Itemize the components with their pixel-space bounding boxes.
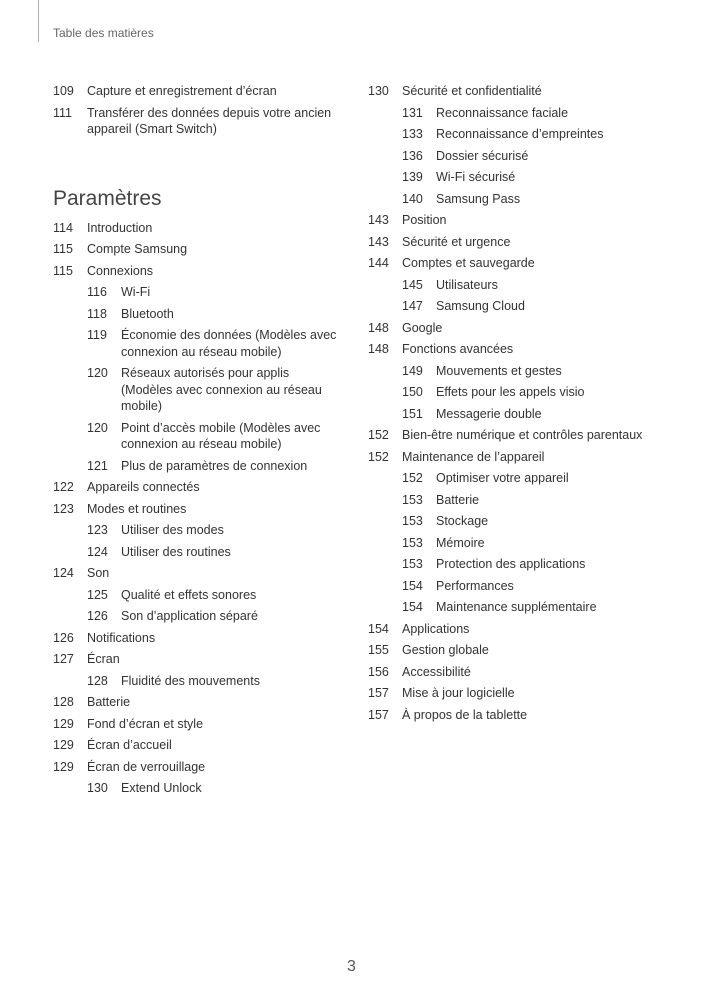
toc-entry-title: Utiliser des routines (121, 544, 231, 559)
toc-entry-page-number: 120 (87, 420, 108, 435)
toc-entry-page-number: 129 (53, 738, 74, 752)
toc-entry-title: À propos de la tablette (402, 707, 528, 722)
toc-subentry[interactable] (53, 363, 343, 418)
toc-entry-page-number: 147 (402, 299, 423, 313)
toc-entry-title: Utiliser des modes (121, 523, 224, 537)
toc-entry-page-number: 130 (87, 781, 108, 795)
toc-subentry[interactable] (53, 520, 343, 542)
toc-entry-page-number: 152 (368, 428, 389, 442)
toc-entry-page-number: 124 (87, 544, 108, 559)
toc-entry-page-number: 120 (87, 366, 108, 380)
toc-entry-page-number: 136 (402, 148, 423, 163)
toc-entry-title: Wi-Fi (121, 285, 151, 299)
toc-entry-title: Position (402, 213, 447, 227)
toc-entry[interactable] (53, 477, 343, 499)
toc-entry[interactable] (368, 232, 678, 254)
toc-subentry[interactable] (368, 275, 678, 297)
toc-entry-page-number: 154 (368, 621, 389, 636)
toc-subentry[interactable] (53, 304, 343, 326)
toc-entry-page-number: 153 (402, 492, 423, 507)
toc-subentry[interactable] (368, 361, 678, 383)
toc-right-column (368, 81, 678, 726)
toc-entry-title: Messagerie double (436, 406, 542, 421)
toc-subentry[interactable] (53, 542, 343, 564)
toc-subentry[interactable] (368, 103, 678, 125)
toc-subentry[interactable] (53, 671, 343, 693)
toc-subentry[interactable] (53, 418, 343, 456)
toc-entry-page-number: 153 (402, 557, 423, 571)
toc-entry-page-number: 126 (53, 630, 74, 645)
section-heading-parametres: Paramètres (53, 186, 162, 210)
toc-entry-title: Stockage (436, 514, 489, 528)
toc-entry[interactable] (368, 81, 678, 103)
toc-subentry[interactable] (368, 189, 678, 211)
toc-entry-page-number: 133 (402, 127, 423, 141)
toc-entry-page-number: 140 (402, 191, 423, 206)
toc-entry-page-number: 153 (402, 514, 423, 528)
toc-entry-page-number: 122 (53, 480, 74, 494)
toc-entry-page-number: 126 (87, 609, 108, 623)
toc-entry-title: Appareils connectés (87, 480, 200, 494)
toc-entry-title: Reconnaissance d’empreintes (436, 127, 604, 141)
toc-subentry[interactable] (368, 533, 678, 555)
toc-left-list (53, 218, 343, 800)
toc-entry-title: Écran d’accueil (87, 738, 172, 752)
toc-entry-title: Samsung Pass (436, 191, 521, 206)
toc-entry[interactable] (368, 339, 678, 361)
toc-entry[interactable] (53, 239, 343, 261)
toc-subentry[interactable] (368, 296, 678, 318)
toc-entry-title: Connexions (87, 263, 154, 278)
toc-entry-title: Google (402, 320, 443, 335)
toc-subentry[interactable] (368, 404, 678, 426)
toc-entry[interactable] (53, 563, 343, 585)
toc-entry-page-number: 156 (368, 664, 389, 679)
toc-subentry[interactable] (368, 597, 678, 619)
toc-entry[interactable] (53, 757, 343, 779)
toc-entry-page-number: 128 (87, 673, 108, 688)
toc-subentry[interactable] (368, 511, 678, 533)
toc-subentry[interactable] (368, 382, 678, 404)
toc-entry-page-number: 123 (53, 501, 74, 516)
toc-entry-page-number: 152 (402, 471, 423, 485)
toc-entry-page-number: 130 (368, 84, 389, 98)
toc-entry-title: Batterie (436, 492, 480, 507)
toc-entry-page-number: 144 (368, 256, 389, 270)
toc-entry[interactable] (368, 210, 678, 232)
toc-entry-page-number: 150 (402, 385, 423, 399)
header-rule (38, 0, 39, 42)
toc-entry-title: Mise à jour logicielle (402, 686, 515, 700)
toc-entry-page-number: 111 (53, 105, 73, 120)
toc-entry-page-number: 115 (53, 263, 73, 278)
toc-entry-page-number: 157 (368, 686, 389, 700)
toc-subentry[interactable] (53, 778, 343, 800)
toc-entry[interactable] (53, 499, 343, 521)
toc-entry-title: Protection des applications (436, 557, 586, 571)
toc-entry-title: Fluidité des mouvements (121, 673, 260, 688)
toc-entry[interactable] (53, 649, 343, 671)
toc-entry-page-number: 124 (53, 566, 74, 580)
toc-entry-title: Notifications (87, 630, 156, 645)
toc-subentry[interactable] (53, 456, 343, 478)
toc-entry[interactable] (53, 628, 343, 650)
toc-entry-title: Bien-être numérique et contrôles parentaux (402, 428, 643, 442)
toc-entry-title: Maintenance de l’appareil (402, 449, 545, 464)
toc-entry-title: Comptes et sauvegarde (402, 256, 535, 270)
toc-entry-title: Écran (87, 652, 120, 666)
toc-entry-page-number: 143 (368, 213, 389, 227)
toc-entry[interactable] (368, 683, 678, 705)
toc-entry-title: Point d’accès mobile (Modèles avec connexion au réseau mobile) (121, 420, 321, 451)
toc-entry-page-number: 154 (402, 600, 423, 614)
toc-entry-title: Applications (402, 621, 470, 636)
toc-entry-title: Écran de verrouillage (87, 759, 206, 774)
toc-entry[interactable] (368, 619, 678, 641)
toc-entry-title: Compte Samsung (87, 242, 188, 256)
toc-entry-page-number: 114 (53, 220, 73, 235)
toc-subentry[interactable] (368, 124, 678, 146)
toc-entry-title: Sécurité et urgence (402, 234, 511, 249)
toc-entry-page-number: 145 (402, 277, 423, 292)
toc-entry[interactable] (368, 705, 678, 727)
toc-subentry[interactable] (368, 146, 678, 168)
toc-entry-title: Dossier sécurisé (436, 148, 529, 163)
toc-entry[interactable] (368, 318, 678, 340)
toc-right-list (368, 81, 678, 726)
toc-subentry[interactable] (53, 585, 343, 607)
toc-entry[interactable] (53, 218, 343, 240)
toc-entry-title: Effets pour les appels visio (436, 385, 585, 399)
toc-entry-page-number: 129 (53, 759, 74, 774)
toc-entry[interactable] (53, 261, 343, 283)
toc-entry-page-number: 115 (53, 242, 73, 256)
toc-subentry[interactable] (368, 576, 678, 598)
toc-entry-title: Transférer des données depuis votre ancien appareil (Smart Switch) (87, 105, 332, 136)
toc-entry-page-number: 148 (368, 342, 389, 356)
toc-entry-title: Sécurité et confidentialité (402, 84, 542, 98)
toc-entry-page-number: 152 (368, 449, 389, 464)
toc-entry-page-number: 148 (368, 320, 389, 335)
toc-entry-title: Fonctions avancées (402, 342, 514, 356)
toc-left-column (53, 81, 343, 800)
toc-entry-page-number: 143 (368, 234, 389, 249)
toc-entry-title: Maintenance supplémentaire (436, 600, 597, 614)
toc-entry[interactable] (368, 640, 678, 662)
toc-entry[interactable] (53, 735, 343, 757)
toc-entry-page-number: 155 (368, 643, 389, 657)
toc-entry-title: Performances (436, 578, 514, 593)
toc-entry-page-number: 118 (87, 306, 107, 321)
toc-entry-title: Son d’application séparé (121, 609, 258, 623)
toc-entry-title: Accessibilité (402, 664, 471, 679)
toc-entry[interactable] (53, 714, 343, 736)
toc-left-top-list (53, 81, 343, 141)
toc-entry-page-number: 149 (402, 363, 423, 378)
toc-entry-title: Modes et routines (87, 501, 187, 516)
toc-entry-title: Qualité et effets sonores (121, 587, 257, 602)
toc-entry-title: Utilisateurs (436, 277, 498, 292)
toc-entry[interactable] (368, 425, 678, 447)
toc-entry-page-number: 119 (87, 328, 107, 342)
toc-entry-page-number: 129 (53, 716, 74, 731)
toc-entry-page-number: 116 (87, 285, 107, 299)
toc-entry-title: Réseaux autorisés pour applis (Modèles avec connexion au réseau mobile) (121, 366, 322, 413)
toc-entry[interactable] (53, 692, 343, 714)
toc-entry[interactable] (53, 81, 343, 103)
toc-entry-title: Bluetooth (121, 306, 174, 321)
toc-entry-page-number: 121 (87, 458, 108, 473)
toc-entry-title: Batterie (87, 695, 131, 709)
toc-entry-title: Introduction (87, 220, 153, 235)
toc-entry-title: Fond d’écran et style (87, 716, 204, 731)
toc-entry-title: Mémoire (436, 535, 485, 550)
toc-entry-page-number: 153 (402, 535, 423, 550)
toc-entry-title: Plus de paramètres de connexion (121, 458, 308, 473)
toc-entry-page-number: 127 (53, 652, 74, 666)
toc-entry-page-number: 139 (402, 170, 423, 184)
toc-entry-title: Capture et enregistrement d’écran (87, 84, 277, 98)
toc-entry-title: Gestion globale (402, 643, 489, 657)
toc-entry[interactable] (368, 253, 678, 275)
toc-entry-page-number: 128 (53, 695, 74, 709)
toc-entry-title: Économie des données (Modèles avec connexion au réseau mobile) (121, 328, 337, 359)
toc-entry-page-number: 109 (53, 84, 74, 98)
toc-entry-page-number: 151 (402, 406, 423, 421)
toc-entry-title: Extend Unlock (121, 781, 202, 795)
toc-entry-title: Optimiser votre appareil (436, 471, 569, 485)
toc-entry[interactable] (368, 447, 678, 469)
toc-entry-title: Reconnaissance faciale (436, 105, 569, 120)
toc-entry-title: Wi-Fi sécurisé (436, 170, 516, 184)
toc-entry-page-number: 125 (87, 587, 108, 602)
toc-entry-page-number: 157 (368, 707, 389, 722)
toc-subentry[interactable] (368, 554, 678, 576)
toc-subentry[interactable] (53, 282, 343, 304)
toc-entry-title: Samsung Cloud (436, 299, 525, 313)
toc-subentry[interactable] (53, 606, 343, 628)
toc-entry-page-number: 131 (402, 105, 423, 120)
toc-entry[interactable] (368, 662, 678, 684)
toc-entry-title: Mouvements et gestes (436, 363, 562, 378)
page-number: 3 (347, 958, 356, 975)
page-header: Table des matières (53, 26, 154, 40)
toc-subentry[interactable] (53, 325, 343, 363)
toc-entry[interactable] (53, 103, 343, 141)
toc-entry-page-number: 123 (87, 523, 108, 537)
toc-entry-title: Son (87, 566, 110, 580)
toc-subentry[interactable] (368, 468, 678, 490)
toc-subentry[interactable] (368, 490, 678, 512)
toc-entry-page-number: 154 (402, 578, 423, 593)
toc-subentry[interactable] (368, 167, 678, 189)
